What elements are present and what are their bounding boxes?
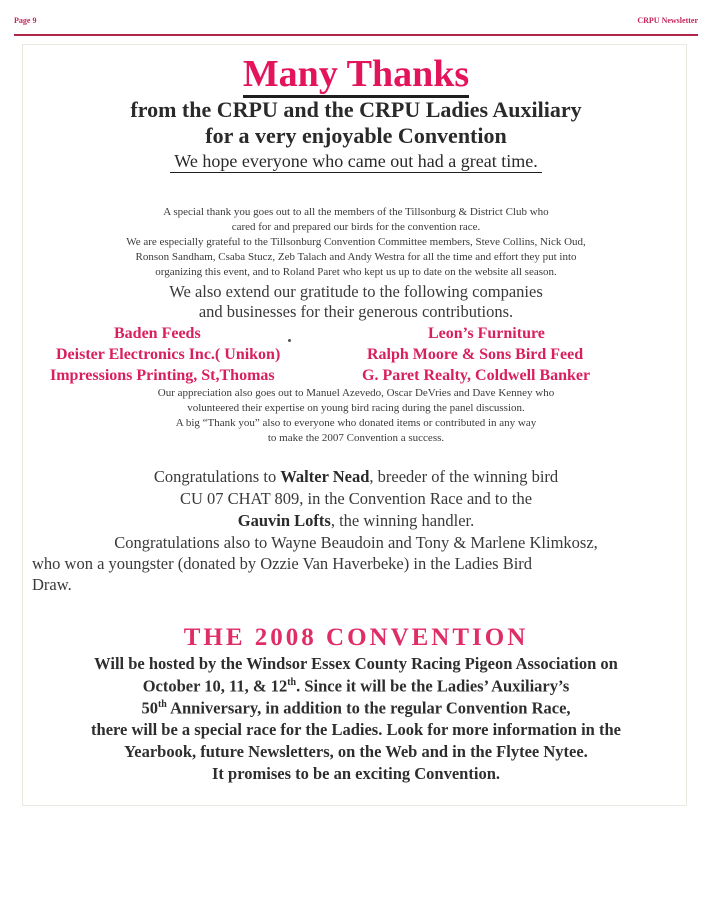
dates: October 10, 11, & 12 [142,676,288,696]
convention-line-5: Yearbook, future Newsletters, on the Web and in the Flytee Nytee. [124,742,588,761]
convention-line-2 [0,678,712,695]
appreciation-line: volunteered their expertise on young bird racing during the panel discussion. [187,402,525,414]
anniversary-post: Anniversary, in addition to the regular Convention Race, [166,698,571,718]
gratitude-line-2: and businesses for their generous contributions. [198,302,514,321]
sponsor-name: Deister Electronics Inc.( Unikon) [56,346,281,363]
sponsor-name: Impressions Printing, St,Thomas [50,367,275,384]
convention-line-1: Will be hosted by the Windsor Essex County Racing Pigeon Association on [94,654,618,673]
sponsor-name: Leon’s Furniture [428,325,545,342]
congrats-line-2: CU 07 CHAT 809, in the Convention Race and to the [179,489,533,508]
hope-line [0,152,712,170]
sponsor-name: Baden Feeds [114,325,201,342]
thanks-line: organizing this event, and to Roland Paret who kept us up to date on the website all season. [155,266,557,278]
handler-post: , the winning handler. [330,511,475,530]
sponsor-name: G. Paret Realty, Coldwell Banker [362,367,591,384]
thanks-line: We are especially grateful to the Tillsonburg Convention Committee members, Steve Collins, Nick Oud, [126,236,586,248]
appreciation-line: to make the 2007 Convention a success. [267,432,445,444]
breeder-name: Walter Nead [280,467,370,486]
handler-name: Gauvin Lofts [237,511,331,530]
congrats-line-6: Draw. [32,575,72,594]
thanks-line: A special thank you goes out to all the members of the Tillsonburg & District Club who [163,206,549,218]
newsletter-name: CRPU Newsletter [637,16,698,25]
page-number: Page 9 [14,16,37,25]
thanks-line: cared for and prepared our birds for the convention race. [231,221,481,233]
congrats-line-5: who won a youngster (donated by Ozzie Van Haverbeke) in the Ladies Bird [32,554,533,573]
congrats-pre: Congratulations to [153,467,281,486]
hope-text: We hope everyone who came out had a great time. [170,151,541,173]
congrats-line-4: Congratulations also to Wayne Beaudoin and Tony & Marlene Klimkosz, [114,533,598,552]
convention-title: THE 2008 CONVENTION [183,624,529,651]
convention-line-6: It promises to be an exciting Convention. [212,764,500,783]
subtitle-line-1: from the CRPU and the CRPU Ladies Auxiliary [130,97,582,122]
convention-line-3 [0,700,712,717]
convention-line-4: there will be a special race for the Ladies. Look for more information in the [91,720,621,739]
subtitle-line-2: for a very enjoyable Convention [205,123,507,148]
congrats-line-1 [0,469,712,486]
anniversary-number: 50 [141,698,158,718]
page-header [14,12,698,36]
sponsor-name: Ralph Moore & Sons Bird Feed [367,346,584,363]
anniversary-suffix: th [157,699,167,710]
gratitude-line-1: We also extend our gratitude to the following companies [169,282,543,301]
stray-dot [288,339,291,342]
dates-suffix: th [287,677,297,688]
page-title [0,55,712,93]
thanks-line: Ronson Sandham, Csaba Stucz, Zeb Talach and Andy Westra for all the time and effort they put into [135,251,577,263]
dates-post: . Since it will be the Ladies’ Auxiliary’s [296,676,570,696]
title-text: Many Thanks [243,53,469,98]
congrats-post: , breeder of the winning bird [369,467,559,486]
appreciation-line: A big “Thank you” also to everyone who donated items or contributed in any way [175,417,537,429]
congrats-line-3 [0,513,712,530]
appreciation-line: Our appreciation also goes out to Manuel Azevedo, Oscar DeVries and Dave Kenney who [157,387,555,399]
